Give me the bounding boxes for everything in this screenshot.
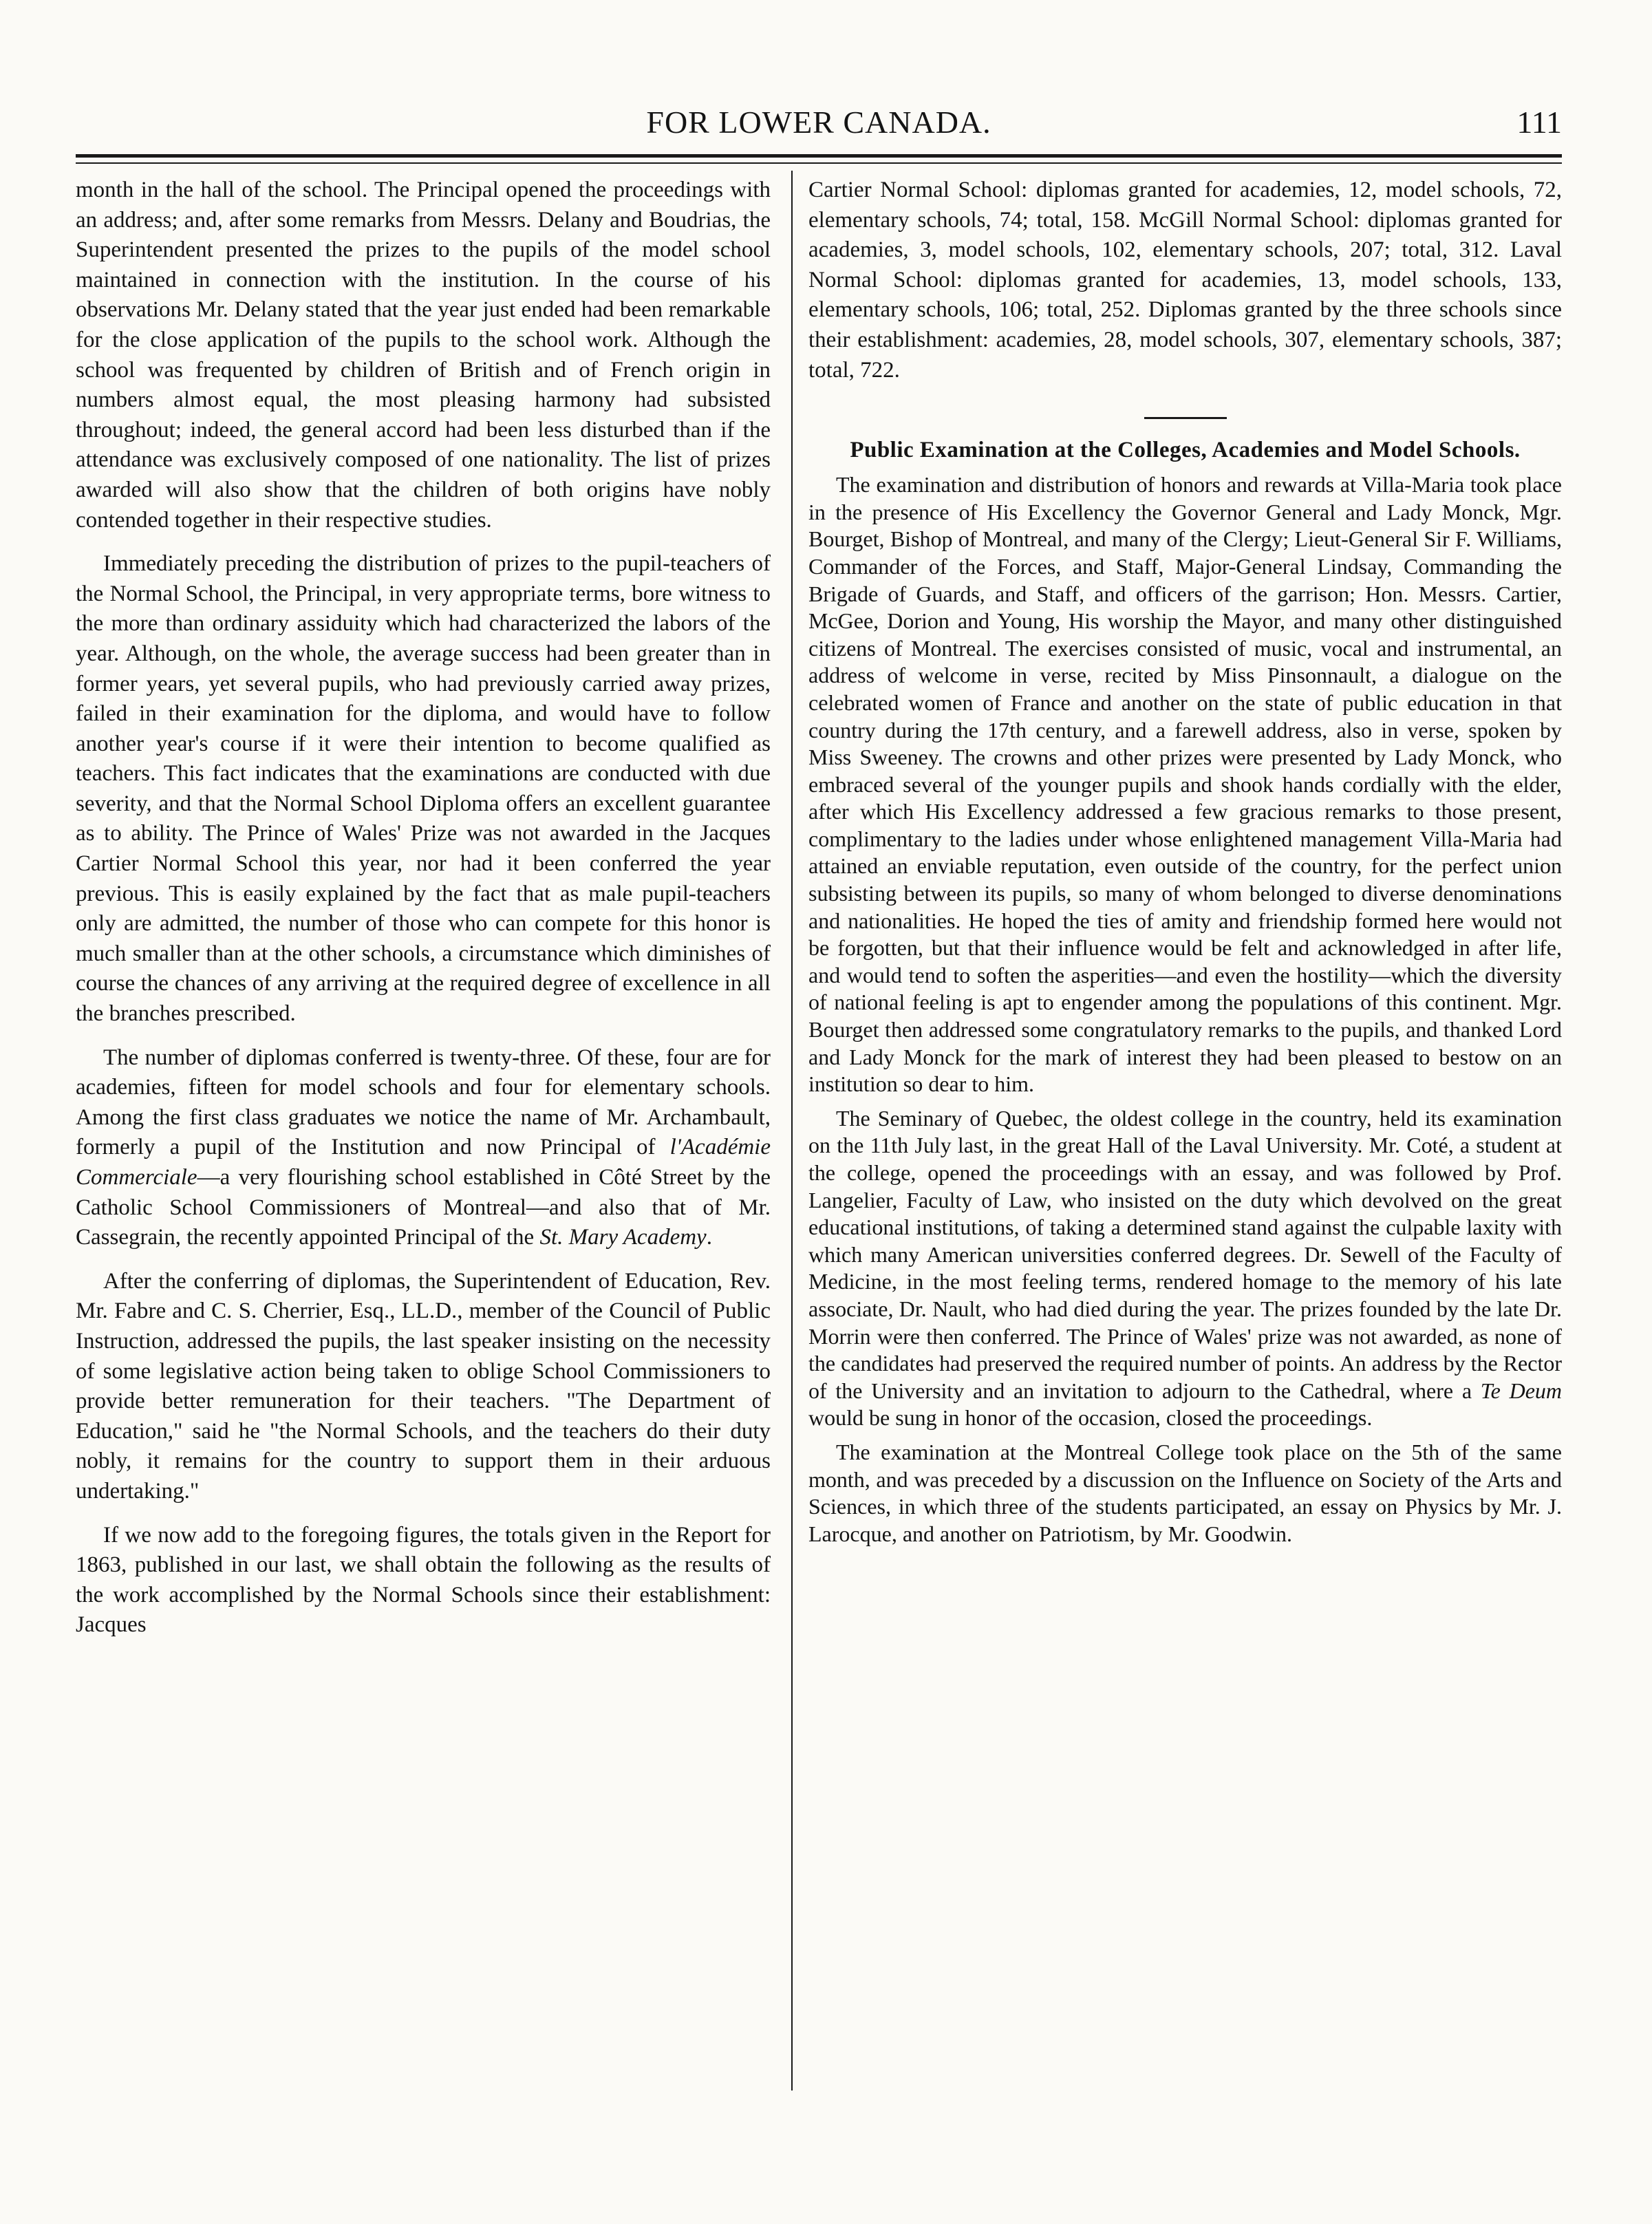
left-paragraph-3-text-a: The number of diplomas conferred is twenty-three. Of these, four are for academies, fifteen for model schools and four for elementary schools. Among the first class graduates we notice the name of Mr. Archambault, formerly a pupil of the Institution and now Principal of (76, 1045, 771, 1160)
left-paragraph-5: If we now add to the foregoing figures, the totals given in the Report for 1863, published in our last, we shall obtain the following as the results of the work accomplished by the Normal Schools since their establishment: Jacques (76, 1522, 771, 1638)
st-mary-academy-title: St. Mary Academy (539, 1225, 707, 1250)
section-divider-rule (1144, 417, 1227, 419)
header-rule-thick (76, 154, 1562, 158)
right-paragraph-4: The examination at the Montreal College took place on the 5th of the same month, and was preceded by a discussion on the Influence on Society of the Arts and Sciences, in which three of the students participated, an essay on Physics by Mr. J. Larocque, and another on Patriotism, by Mr. Goodwin. (808, 1439, 1562, 1546)
left-paragraph-3-text-b: —a very flourishing school established in Côté Street by the Catholic School Commissioners of Montreal—and also that of Mr. Cassegrain, the recently appointed Principal of the (76, 1165, 771, 1250)
column-divider (791, 171, 793, 2091)
right-column (808, 175, 1562, 1548)
running-head (76, 103, 1562, 145)
left-paragraph-3 (76, 1043, 771, 1253)
right-paragraph-3 (808, 1105, 1562, 1432)
te-deum-title: Te Deum (1480, 1378, 1563, 1403)
right-paragraph-3-text-a: The Seminary of Quebec, the oldest college in the country, held its examination on the 11th July last, in the great Hall of the Laval University. Mr. Coté, a student at the college, opened the proceedings with an essay, and was followed by Prof. Langelier, Faculty of Law, who insisted on the duty which devolved on the great educational institutions, of taking a determined stand against the culpable laxity with which many American universities conferred degrees. Dr. Sewell of the Faculty of Medicine, in the most feeling terms, rendered homage to the memory of his late associate, Dr. Nault, who had died during the year. The prizes founded by the late Dr. Morrin were then conferred. The Prince of Wales' prize was not awarded, as none of the candidates had preserved the required number of points. An address by the Rector of the University and an invitation to adjourn to the Cathedral, where a (808, 1105, 1562, 1403)
left-paragraph-1: month in the hall of the school. The Principal opened the proceedings with an address; and, after some remarks from Messrs. Delany and Boudrias, the Superintendent presented the prizes to the pupils of the model school maintained in connection with the institution. In the course of his observations Mr. Delany stated that the year just ended had been remarkable for the close application of the pupils to the school work. Although the school was frequented by children of British and of French origin in numbers almost equal, the most pleasing harmony had subsisted throughout; indeed, the general accord had been less disturbed than if the attendance was exclusively composed of one nationality. The list of prizes awarded will also show that the children of both origins have nobly contended together in their respective studies. (76, 178, 771, 533)
left-paragraph-3-text-c: . (706, 1225, 712, 1250)
right-paragraph-2: The examination and distribution of honors and rewards at Villa-Maria took place in the presence of His Excellency the Governor General and Lady Monck, Mgr. Bourget, Bishop of Montreal, and many of the Clergy; Lieut-General Sir F. Williams, Commander of the Forces, and Staff, Major-General Lindsay, Commanding the Brigade of Guards, and Staff, and officers of the garrison; Hon. Messrs. Cartier, McGee, Dorion and Young, His worship the Mayor, and many other distinguished citizens of Montreal. The exercises consisted of music, vocal and instrumental, an address of welcome in verse, recited by Miss Pinsonnault, a dialogue on the celebrated women of France and another on the state of public education in that country during the 17th century, and a farewell address, also in verse, spoken by Miss Sweeney. The crowns and other prizes were presented by Lady Monck, who embraced several of the younger pupils and shook hands cordially with the elder, after which His Excellency addressed a few gracious remarks to those present, complimentary to the ladies under whose enlightened management Villa-Maria had attained an enviable reputation, even outside of the country, for the perfect union subsisting between its pupils, so many of whom belonged to diverse denominations and nationalities. He hoped the ties of amity and friendship formed here would not be forgotten, but that their influence would be felt and acknowledged in after life, and would tend to soften the asperities—and even the hostility—which the diversity of national feeling is apt to engender among the populations of this continent. Mgr. Bourget then addressed some congratulatory remarks to the pupils, and thanked Lord and Lady Monck for the mark of interest they had been pleased to bestow on an institution so dear to him. (808, 472, 1562, 1097)
academie-commerciale-title: l'Académie Commerciale (76, 1135, 771, 1190)
section-heading: Public Examination at the Colleges, Academies and Model Schools. (850, 438, 1521, 463)
left-paragraph-2: Immediately preceding the distribution of prizes to the pupil-teachers of the Normal School, the Principal, in very appropriate terms, bore witness to the more than ordinary assiduity which had characterized the labors of the year. Although, on the whole, the average success had been greater than in former years, yet several pupils, who had previously carried away prizes, failed in their examination for the diploma, and would have to follow another year's course if it were their intention to become qualified as teachers. This fact indicates that the examinations are conducted with due severity, and that the Normal School Diploma offers an excellent guarantee as to ability. The Prince of Wales' Prize was not awarded in the Jacques Cartier Normal School this year, nor had it been conferred the year previous. This is easily explained by the fact that as male pupil-teachers only are admitted, the number of those who can compete for this honor is much smaller than at the other schools, a circumstance which diminishes of course the chances of any arriving at the required degree of excellence in all the branches prescribed. (76, 551, 771, 1027)
running-title: FOR LOWER CANADA. (646, 105, 991, 140)
right-paragraph-3-text-b: would be sung in honor of the occasion, closed the proceedings. (808, 1405, 1373, 1431)
right-paragraph-1: Cartier Normal School: diplomas granted for academies, 12, model schools, 72, elementary schools, 74; total, 158. McGill Normal School: diplomas granted for academies, 3, model schools, 102, elementary schools, 207; total, 312. Laval Normal School: diplomas granted for academies, 13, model schools, 133, elementary schools, 106; total, 252. Diplomas granted by the three schools since their establishment: academies, 28, model schools, 307, elementary schools, 387; total, 722. (808, 178, 1562, 383)
left-column (76, 175, 771, 1640)
header-rule-thin (76, 162, 1562, 164)
left-paragraph-4: After the conferring of diplomas, the Superintendent of Education, Rev. Mr. Fabre and C. S. Cherrier, Esq., LL.D., member of the Council of Public Instruction, addressed the pupils, the last speaker insisting on the necessity of some legislative action being taken to oblige School Commissioners to provide better remuneration for their teachers. "The Department of Education," said he "the Normal Schools, and the teachers do their duty nobly, it remains for the country to support them in their arduous undertaking." (76, 1268, 771, 1504)
page-number: 111 (1516, 105, 1562, 140)
